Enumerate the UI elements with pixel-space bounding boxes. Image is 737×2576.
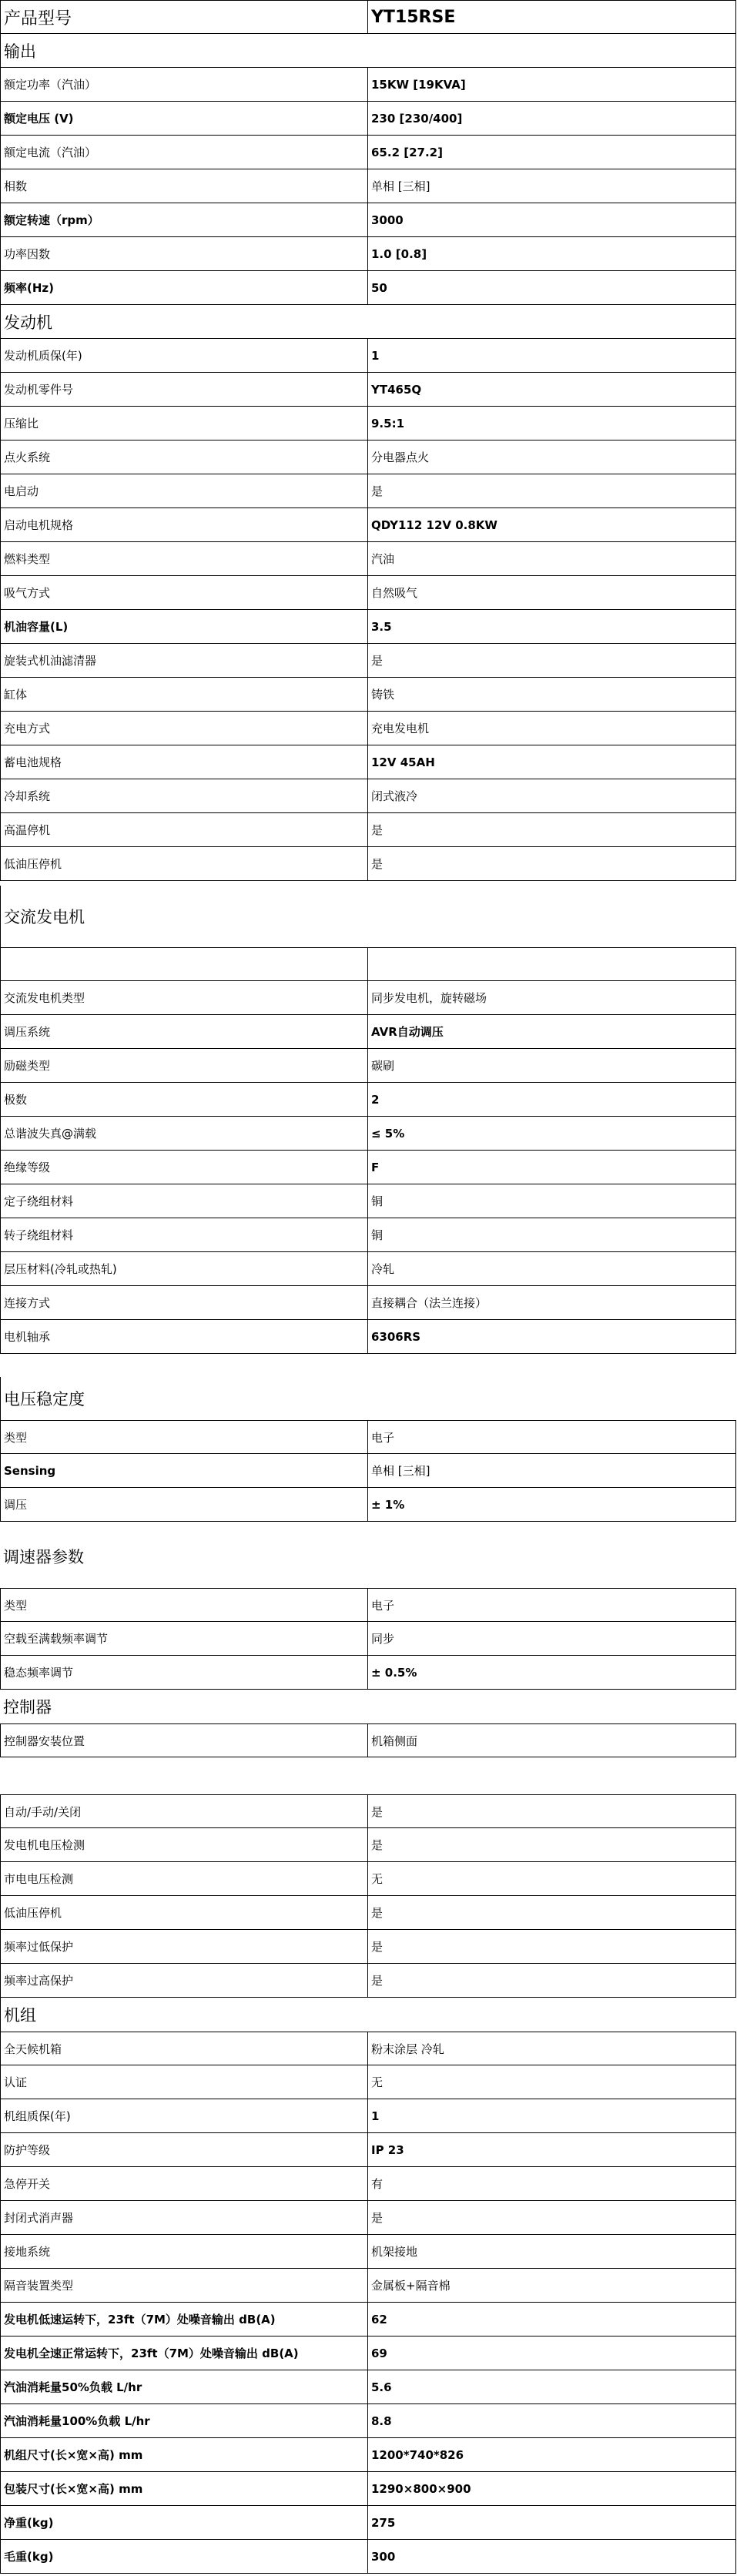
spec-row (0, 745, 736, 779)
spec-value: 3000 (371, 213, 404, 227)
spec-label: 燃料类型 (1, 542, 368, 575)
spec-value: 冷轧 (371, 1262, 395, 1276)
spec-value: 5.6 (371, 2380, 392, 2394)
spec-value: 汽油 (371, 552, 395, 566)
spec-value: 是 (371, 823, 384, 837)
spec-label: 防护等级 (1, 2133, 368, 2166)
spec-value: 分电器点火 (371, 451, 430, 464)
spec-row (0, 1828, 736, 1862)
spec-label: 高温停机 (1, 813, 368, 846)
spec-row (0, 1794, 736, 1828)
spec-value: 1.0 [0.8] (371, 246, 427, 261)
spec-value: ± 1% (371, 1497, 405, 1512)
spec-label: 急停开关 (1, 2167, 368, 2200)
spec-row (0, 1488, 736, 1522)
spec-label: 接地系统 (1, 2235, 368, 2268)
spec-value: 300 (371, 2549, 396, 2564)
spec-value: 275 (371, 2515, 396, 2530)
spec-label: 空载至满载频率调节 (1, 1622, 368, 1655)
spec-value: QDY112 12V 0.8KW (371, 518, 497, 532)
spec-label: 类型 (1, 1589, 368, 1621)
spec-row (0, 2303, 736, 2336)
spec-row (0, 1656, 736, 1690)
spec-label: 启动电机规格 (1, 508, 368, 541)
spec-value: 单相 [三相] (371, 1464, 430, 1478)
spec-value: 9.5:1 (371, 416, 405, 430)
spec-row (0, 1286, 736, 1320)
spec-value: 有 (371, 2177, 384, 2191)
spec-row (0, 474, 736, 508)
spec-value: 单相 [三相] (371, 179, 430, 193)
spec-row (0, 1964, 736, 1998)
spec-row (0, 169, 736, 203)
spec-label: 点火系统 (1, 440, 368, 474)
spec-label: 电机轴承 (1, 1320, 368, 1353)
spec-row (0, 847, 736, 881)
spec-row (0, 1622, 736, 1656)
spec-row (0, 1862, 736, 1896)
spec-label: 充电方式 (1, 712, 368, 745)
spec-value: 机架接地 (371, 2245, 418, 2259)
spec-row (0, 102, 736, 136)
spec-value: 机箱侧面 (371, 1734, 418, 1748)
spec-row (0, 947, 736, 981)
spec-label: 控制器安装位置 (1, 1724, 368, 1757)
spec-row (0, 1117, 736, 1151)
spec-row (0, 542, 736, 576)
spec-label: 冷却系统 (1, 779, 368, 812)
spec-row (0, 712, 736, 745)
spec-label: 发动机零件号 (1, 373, 368, 406)
genset-section-title: 机组 (0, 1998, 736, 2032)
spec-value: F (371, 1160, 380, 1174)
spec-value: 8.8 (371, 2414, 392, 2428)
spec-value: 闭式液冷 (371, 789, 418, 803)
spec-row (0, 1420, 736, 1454)
spec-row (0, 271, 736, 305)
spec-value: ± 0.5% (371, 1665, 417, 1680)
spec-value: 12V 45AH (371, 755, 435, 769)
spec-label: 封闭式消声器 (1, 2201, 368, 2234)
spec-label: Sensing (1, 1454, 368, 1487)
spec-row (0, 813, 736, 847)
engine-section-title: 发动机 (0, 305, 736, 339)
spec-value: 铜 (371, 1194, 384, 1208)
spec-label: 发电机全速正常运转下，23ft（7M）处噪音输出 dB(A) (1, 2336, 368, 2370)
spec-row (0, 203, 736, 237)
spec-value: 6306RS (371, 1329, 421, 1344)
spec-label: 发电机电压检测 (1, 1828, 368, 1861)
spec-label: 压缩比 (1, 407, 368, 440)
spec-row (0, 1896, 736, 1930)
spec-label: 低油压停机 (1, 1896, 368, 1929)
spec-value: YT465Q (371, 382, 422, 397)
spec-label: 定子绕组材料 (1, 1184, 368, 1218)
spec-label: 汽油消耗量100%负载 L/hr (1, 2404, 368, 2437)
spec-label: 全天候机箱 (1, 2032, 368, 2065)
spec-row (0, 779, 736, 813)
spec-row (0, 2269, 736, 2303)
spec-label: 机组尺寸(长×宽×高) mm (1, 2438, 368, 2471)
spec-value: 自然吸气 (371, 586, 418, 600)
spec-value: 15KW [19KVA] (371, 77, 466, 92)
spec-label: 额定电流（汽油） (1, 136, 368, 169)
spec-value: 直接耦合（法兰连接） (371, 1296, 487, 1310)
spec-row (0, 2336, 736, 2370)
spec-value: IP 23 (371, 2142, 404, 2157)
spec-label: 机组质保(年) (1, 2099, 368, 2132)
spec-label: 低油压停机 (1, 847, 368, 880)
spec-row (0, 2438, 736, 2472)
spec-row (0, 610, 736, 644)
spec-value (368, 948, 735, 980)
output-section-title: 输出 (0, 34, 736, 68)
spec-label (1, 948, 368, 980)
spec-row (0, 2472, 736, 2506)
spec-value: 碳刷 (371, 1059, 395, 1073)
spec-value: 无 (371, 1872, 384, 1886)
spec-row (0, 237, 736, 271)
spec-label: 绝缘等级 (1, 1151, 368, 1184)
spec-row (0, 2167, 736, 2201)
spec-label: 自动/手动/关闭 (1, 1795, 368, 1827)
spec-label: 毛重(kg) (1, 2540, 368, 2573)
spec-label: 蓄电池规格 (1, 745, 368, 779)
spec-value: 是 (371, 1804, 384, 1819)
spec-label: 电启动 (1, 474, 368, 507)
product-model-label: 产品型号 (1, 1, 368, 33)
spec-value: 65.2 [27.2] (371, 145, 443, 159)
spec-row (0, 1083, 736, 1117)
spec-row (0, 508, 736, 542)
spec-row (0, 136, 736, 169)
spec-value: 1290×800×900 (371, 2481, 471, 2496)
spec-label: 隔音装置类型 (1, 2269, 368, 2302)
spec-label: 励磁类型 (1, 1049, 368, 1082)
spec-row (0, 1454, 736, 1488)
spec-row (0, 1151, 736, 1184)
product-model-value: YT15RSE (371, 7, 456, 27)
spec-value: 是 (371, 1906, 384, 1920)
spec-label: 稳态频率调节 (1, 1656, 368, 1689)
spec-label: 频率(Hz) (1, 271, 368, 304)
spec-label: 额定电压 (V) (1, 102, 368, 135)
spec-row (0, 407, 736, 440)
spec-label: 极数 (1, 1083, 368, 1116)
spec-label: 交流发电机类型 (1, 981, 368, 1014)
spec-value: 电子 (371, 1598, 395, 1613)
spec-row (0, 339, 736, 373)
spec-value: 无 (371, 2075, 384, 2089)
spec-value: 同步 (371, 1632, 395, 1646)
spec-label: 汽油消耗量50%负载 L/hr (1, 2370, 368, 2403)
spec-value: 是 (371, 857, 384, 871)
spec-value: 2 (371, 1092, 380, 1107)
spec-label: 总谐波失真@满载 (1, 1117, 368, 1150)
spec-row (0, 1252, 736, 1286)
spec-value: 充电发电机 (371, 722, 430, 735)
governor-section-title: 调速器参数 (3, 1548, 84, 1566)
spec-row (0, 644, 736, 678)
spec-label: 频率过高保护 (1, 1964, 368, 1997)
spec-row (0, 2032, 736, 2065)
spec-label: 额定转速（rpm） (1, 203, 368, 236)
spec-row (0, 1930, 736, 1964)
spec-value: 粉末涂层 冷轧 (371, 2042, 444, 2056)
spec-label: 功率因数 (1, 237, 368, 270)
spec-value: 69 (371, 2346, 387, 2360)
spec-row (0, 2404, 736, 2438)
spec-value: 是 (371, 484, 384, 498)
spec-value: ≤ 5% (371, 1126, 405, 1141)
spec-value: 铜 (371, 1228, 384, 1242)
spec-row (0, 2065, 736, 2099)
spec-row (0, 2370, 736, 2404)
spec-row (0, 2201, 736, 2235)
spec-label: 认证 (1, 2065, 368, 2099)
spec-row (0, 1320, 736, 1354)
spec-value: 1 (371, 2109, 380, 2123)
spec-label: 相数 (1, 169, 368, 203)
spec-row (0, 1588, 736, 1622)
spec-value: 1 (371, 348, 380, 363)
alternator-section-title: 交流发电机 (0, 886, 736, 947)
spec-row (0, 373, 736, 407)
spec-row (0, 678, 736, 712)
spec-value: 金属板+隔音棉 (371, 2279, 451, 2293)
spec-row (0, 2133, 736, 2167)
spec-label: 额定功率（汽油） (1, 68, 368, 101)
spec-row (0, 2235, 736, 2269)
spec-value: AVR自动调压 (371, 1025, 444, 1039)
spec-label: 发动机质保(年) (1, 339, 368, 372)
spec-value: 是 (371, 1974, 384, 1988)
spec-row (0, 2506, 736, 2540)
spec-value: 62 (371, 2312, 387, 2326)
spec-value: 铸铁 (371, 688, 395, 702)
spec-row (0, 1049, 736, 1083)
spec-value: 是 (371, 654, 384, 668)
spec-label: 吸气方式 (1, 576, 368, 609)
spec-row (0, 2540, 736, 2574)
spec-value: 230 [230/400] (371, 111, 463, 126)
spec-row (0, 2099, 736, 2133)
controller-section-title: 控制器 (3, 1698, 52, 1717)
spec-label: 转子绕组材料 (1, 1218, 368, 1251)
spec-label: 旋装式机油滤清器 (1, 644, 368, 677)
spec-value: 同步发电机，旋转磁场 (371, 991, 487, 1005)
spec-label: 频率过低保护 (1, 1930, 368, 1963)
spec-label: 层压材料(冷轧或热轧) (1, 1252, 368, 1285)
spec-label: 调压 (1, 1488, 368, 1521)
spec-label: 连接方式 (1, 1286, 368, 1319)
spec-row (0, 576, 736, 610)
spec-row (0, 981, 736, 1015)
spec-label: 发电机低速运转下，23ft（7M）处噪音输出 dB(A) (1, 2303, 368, 2336)
spec-value: 是 (371, 1838, 384, 1852)
spec-label: 机油容量(L) (1, 610, 368, 643)
spec-value: 3.5 (371, 619, 392, 634)
spec-label: 缸体 (1, 678, 368, 711)
spec-value: 电子 (371, 1430, 395, 1445)
spec-row (0, 1218, 736, 1252)
spec-row (0, 1015, 736, 1049)
product-model-row (0, 0, 736, 34)
spec-label: 包装尺寸(长×宽×高) mm (1, 2472, 368, 2505)
voltage-regulation-section-title: 电压稳定度 (0, 1377, 736, 1420)
spec-value: 50 (371, 280, 387, 295)
spec-value: 1200*740*826 (371, 2447, 464, 2462)
spec-value: 是 (371, 1940, 384, 1954)
spec-label: 市电电压检测 (1, 1862, 368, 1895)
spec-label: 类型 (1, 1421, 368, 1453)
spec-row (0, 440, 736, 474)
spec-row (0, 1723, 736, 1757)
spec-label: 调压系统 (1, 1015, 368, 1048)
spec-value: 是 (371, 2211, 384, 2225)
spec-row (0, 1184, 736, 1218)
spec-label: 净重(kg) (1, 2506, 368, 2539)
spec-row (0, 68, 736, 102)
